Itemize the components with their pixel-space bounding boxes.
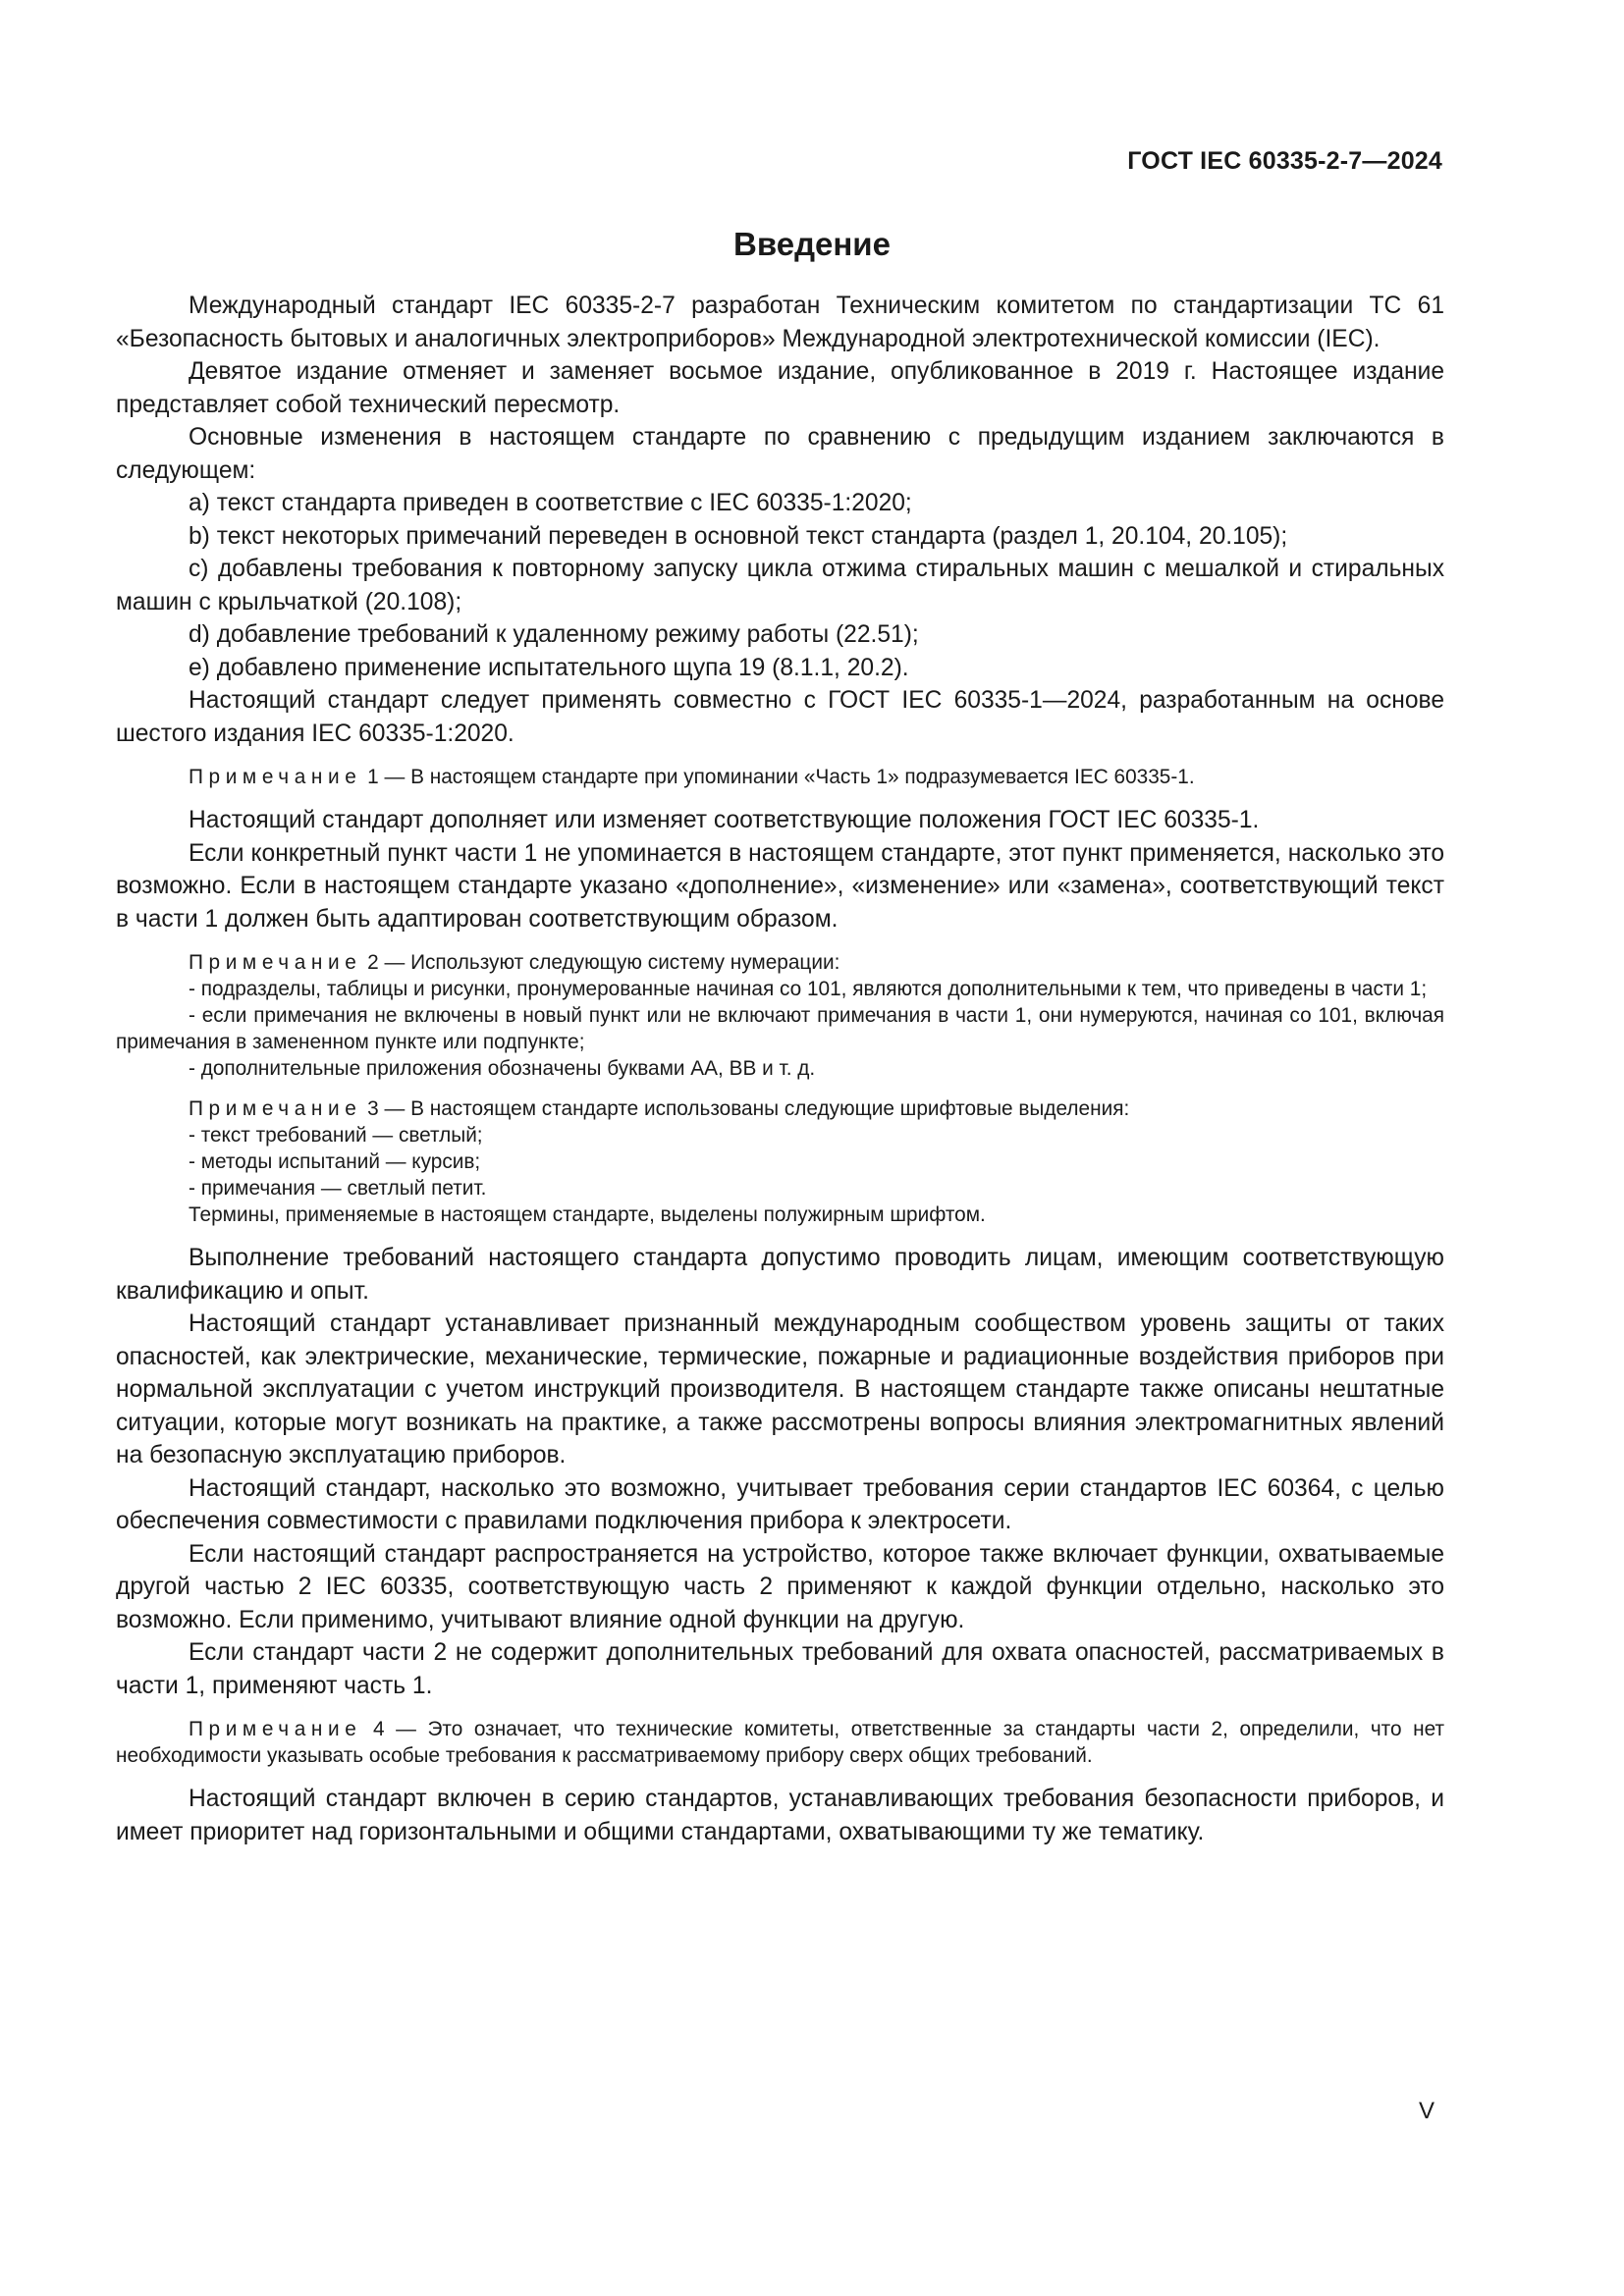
paragraph: Если настоящий стандарт распространяется на устройство, которое также включает функции, охватываемые другой частью 2 IEC 60335, соответствующую часть 2 применяют к каждой функции отдельно, насколько это возможно. Если применимо, учитывают влияние одной функции на другую. — [116, 1540, 1444, 1633]
paragraph: Если стандарт части 2 не содержит дополнительных требований для охвата опасностей, рассматриваемых в части 1, применяют часть 1. — [116, 1639, 1444, 1699]
note-item: - дополнительные приложения обозначены буквами АА, ВВ и т. д. — [189, 1057, 816, 1080]
note-trailer: Термины, применяемые в настоящем стандарте, выделены полужирным шрифтом. — [189, 1203, 986, 1226]
document-body — [116, 290, 1444, 1848]
paragraph: Настоящий стандарт включен в серию стандартов, устанавливающих требования безопасности приборов, и имеет приоритет над горизонтальными и общими стандартами, охватывающими ту же тематику. — [116, 1786, 1444, 1845]
note-4 — [116, 1716, 1444, 1769]
page-number: V — [1418, 2098, 1435, 2124]
note-item: - текст требований — светлый; — [189, 1124, 483, 1147]
note-label: Примечание — [189, 951, 362, 974]
note-1 — [116, 764, 1444, 790]
note-item: - примечания — светлый петит. — [189, 1177, 487, 1200]
note-item: - подразделы, таблицы и рисунки, пронумерованные начиная со 101, являются дополнительными к тем, что приведены в части 1; — [189, 978, 1428, 1000]
paragraph: Международный стандарт IEC 60335-2-7 разработан Техническим комитетом по стандартизации ТС 61 «Безопасность бытовых и аналогичных электроприборов» Международной электротехнической комиссии (IEC). — [116, 293, 1444, 352]
paragraph: Настоящий стандарт, насколько это возможно, учитывает требования серии стандартов IEC 60364, с целью обеспечения совместимости с правилами подключения прибора к электросети. — [116, 1474, 1444, 1534]
list-item: a) текст стандарта приведен в соответствие с IEC 60335-1:2020; — [189, 490, 912, 516]
note-label: Примечание — [189, 766, 362, 788]
paragraph: Выполнение требований настоящего стандарта допустимо проводить лицам, имеющим соответствующую квалификацию и опыт. — [116, 1245, 1444, 1305]
paragraph: Настоящий стандарт следует применять совместно с ГОСТ IEC 60335-1—2024, разработанным на основе шестого издания IEC 60335-1:2020. — [116, 687, 1444, 747]
list-item: d) добавление требований к удаленному режиму работы (22.51); — [189, 621, 919, 648]
paragraph: Основные изменения в настоящем стандарте по сравнению с предыдущим изданием заключаются в следующем: — [116, 424, 1444, 484]
list-item: b) текст некоторых примечаний переведен в основной текст стандарта (раздел 1, 20.104, 20.105); — [189, 522, 1288, 550]
paragraph: Настоящий стандарт устанавливает признанный международным сообществом уровень защиты от таких опасностей, как электрические, механические, термические, пожарные и радиационные воздействия приборов при нормальной эксплуатации с учетом инструкций производителя. В настоящем стандарте также описаны нештатные ситуации, которые могут возникать на практике, а также рассмотрены вопросы влияния электромагнитных явлений на безопасную эксплуатацию приборов. — [116, 1310, 1444, 1468]
note-3 — [116, 1095, 1444, 1228]
paragraph: Настоящий стандарт дополняет или изменяет соответствующие положения ГОСТ IEC 60335-1. — [189, 807, 1260, 833]
note-label: Примечание — [189, 1097, 362, 1120]
note-text: 3 — В настоящем стандарте использованы следующие шрифтовые выделения: — [361, 1097, 1130, 1120]
note-label: Примечание — [189, 1718, 362, 1740]
note-text: 1 — В настоящем стандарте при упоминании «Часть 1» подразумевается IEC 60335-1. — [361, 766, 1195, 788]
paragraph: Если конкретный пункт части 1 не упоминается в настоящем стандарте, этот пункт применяется, насколько это возможно. Если в настоящем стандарте указано «дополнение», «изменение» или «замена», соответствующий текст в части 1 должен быть адаптирован соответствующим образом. — [116, 839, 1444, 933]
note-2 — [116, 949, 1444, 1082]
list-item: c) добавлены требования к повторному запуску цикла отжима стиральных машин с мешалкой и стиральных машин с крыльчаткой (20.108); — [116, 556, 1444, 615]
note-text: 4 — Это означает, что технические комитеты, ответственные за стандарты части 2, определили, что нет необходимости указывать особые требования к рассматриваемому прибору сверх общих требований. — [116, 1718, 1444, 1767]
note-text: 2 — Используют следующую систему нумерации: — [361, 951, 840, 974]
document-code-header: ГОСТ IEC 60335-2-7—2024 — [1127, 147, 1442, 175]
section-title: Введение — [733, 226, 891, 262]
paragraph: Девятое издание отменяет и заменяет восьмое издание, опубликованное в 2019 г. Настоящее издание представляет собой технический пересмотр. — [116, 358, 1444, 418]
note-item: - методы испытаний — курсив; — [189, 1150, 481, 1173]
list-item: e) добавлено применение испытательного щупа 19 (8.1.1, 20.2). — [189, 654, 909, 681]
note-item: - если примечания не включены в новый пункт или не включают примечания в части 1, они нумеруются, начиная со 101, включая примечания в замененном пункте или подпункте; — [116, 1004, 1444, 1053]
